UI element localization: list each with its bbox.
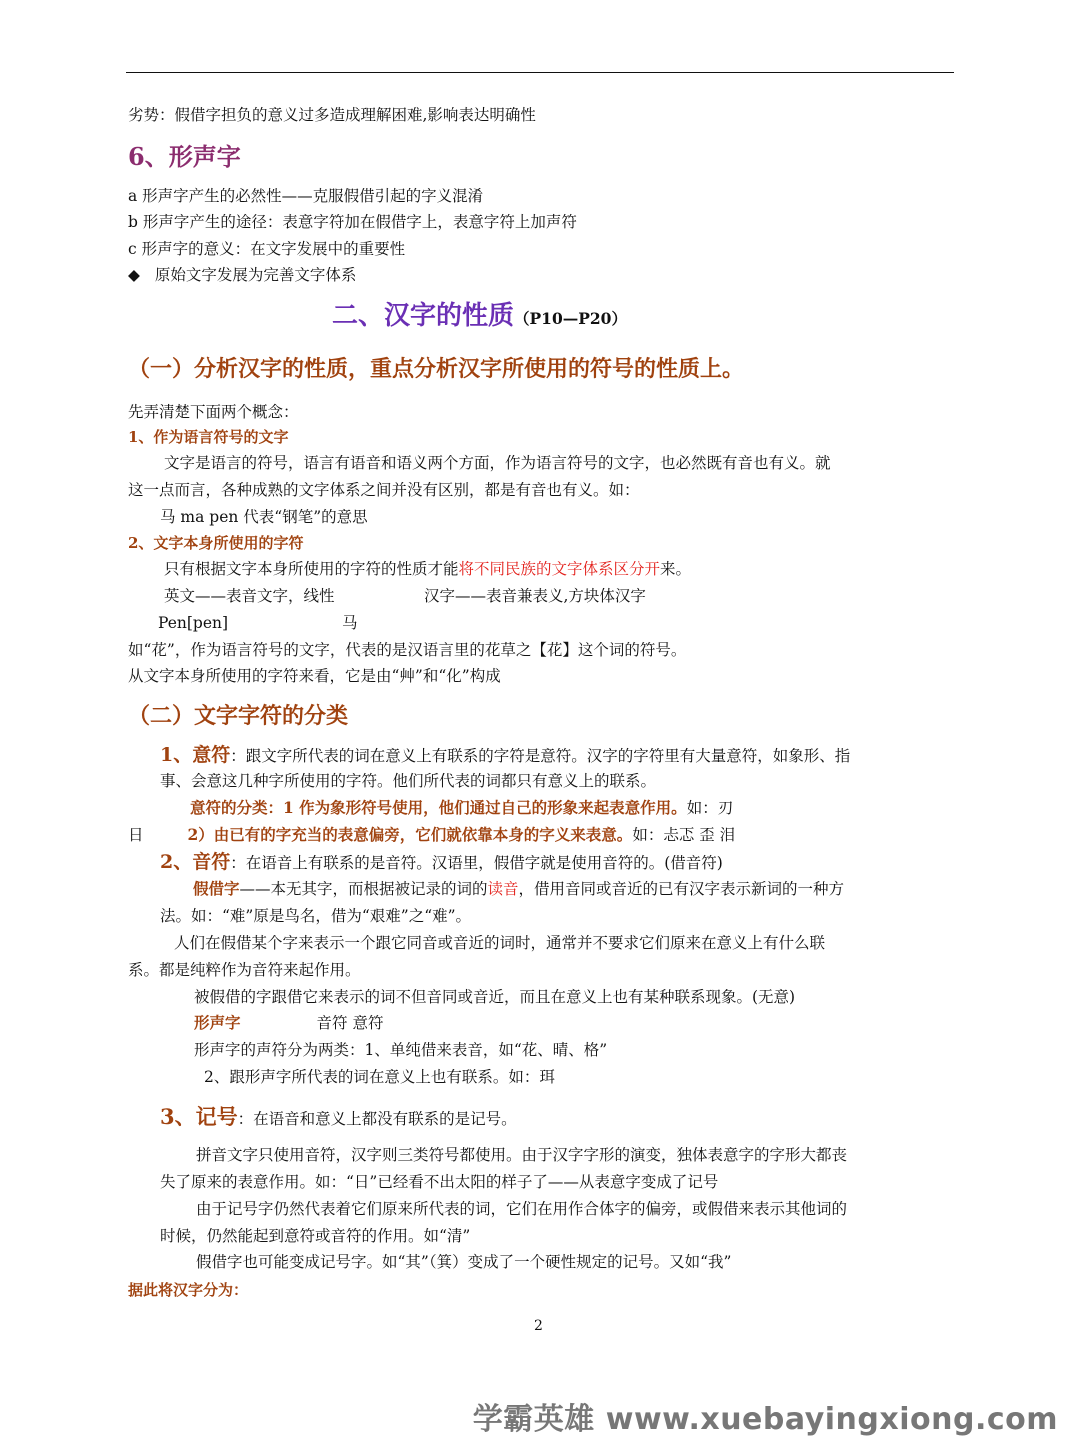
jiajie-highlight: 读音	[487, 880, 519, 898]
header-rule	[126, 72, 954, 73]
yifu-class-b-lead: 日	[128, 826, 144, 844]
paragraph-1c: 马 ma pen 代表“钢笔”的意思	[160, 508, 368, 526]
yifu-text: ：跟文字所代表的词在意义上有联系的字符是意符。汉字的字符里有大量意符，如象形、指	[230, 747, 851, 765]
chapter-heading-text: 二、汉字的性质	[332, 301, 515, 331]
yinfu-heading: 2、音符	[160, 851, 231, 873]
jiajie-line-2: 法。如：“难”原是鸟名，借为“艰难”之“难”。	[160, 907, 472, 925]
jihao-heading: 3、记号	[160, 1104, 238, 1129]
jihao-text: ：在语音和意义上都没有联系的是记号。	[237, 1110, 517, 1128]
list-item-a: a 形声字产生的必然性——克服假借引起的字义混淆	[128, 187, 484, 205]
paragraph-3b: 系。都是纯粹作为音符来起作用。	[128, 961, 361, 979]
paragraph-2c-right: 马	[342, 614, 358, 632]
xingsheng-line	[194, 1014, 383, 1033]
yifu-class-b	[128, 826, 735, 845]
yifu-class-b-example: 如：忐忑 歪 泪	[632, 826, 736, 844]
yifu-heading: 1、意符	[160, 744, 231, 766]
section-heading-6: 6、形声字	[128, 142, 241, 171]
yifu-class-a-example: 如：刃	[686, 799, 734, 817]
jihao-line	[160, 1104, 517, 1129]
paragraph-4c: 由于记号字仍然代表着它们原来所代表的词，它们在用作合体字的偏旁，或假借来表示其他词的	[196, 1200, 848, 1218]
watermark: 学霸英雄 www.xuebayingxiong.com	[472, 1402, 1058, 1437]
chapter-heading	[332, 301, 627, 332]
jiajie-text-1: ——本无其字，而根据被记录的词的	[239, 880, 488, 898]
paragraph-2e: 从文字本身所使用的字符来看，它是由“艸”和“化”构成	[128, 667, 501, 685]
paragraph-2a-highlight: 将不同民族的文字体系区分开	[458, 560, 661, 578]
paragraph-4f: 据此将汉字分为：	[128, 1281, 249, 1299]
diamond-bullet-icon: ◆	[128, 266, 140, 284]
subheading-one: （一）分析汉字的性质，重点分析汉字所使用的符号的性质上。	[128, 356, 745, 382]
chapter-heading-pages: （P10—P20）	[514, 309, 627, 328]
yifu-line-2: 事、会意这几种字所使用的字符。他们所代表的词都只有意义上的联系。	[160, 772, 657, 790]
paragraph-disadvantage: 劣势：假借字担负的意义过多造成理解困难,影响表达明确性	[128, 106, 536, 124]
yifu-class-a	[190, 799, 733, 818]
list-item-d-text: 原始文字发展为完善文字体系	[154, 266, 357, 284]
list-item-b: b 形声字产生的途径：表意字符加在假借字上，表意字符上加声符	[128, 213, 577, 231]
jiajie-line-1	[193, 880, 844, 899]
xingsheng-class-2: 2、跟形声字所代表的词在意义上也有联系。如：珥	[204, 1068, 555, 1086]
paragraph-2b-left: 英文——表音文字，线性	[164, 587, 335, 605]
paragraph-4d: 时候，仍然能起到意符或音符的作用。如“清”	[160, 1227, 471, 1245]
xingsheng-class-1: 形声字的声符分为两类：1、单纯借来表音，如“花、晴、格”	[194, 1041, 608, 1059]
paragraph-2c-left: Pen[pen]	[158, 614, 229, 632]
jiajie-text-2: ，借用音同或音近的已有汉字表示新词的一种方	[518, 880, 845, 898]
paragraph-2a	[164, 560, 691, 579]
yifu-line-1	[160, 744, 850, 767]
yifu-class-a-text: 意符的分类：1 作为象形符号使用，他们通过自己的形象来起表意作用。	[190, 798, 687, 817]
paragraph-1a: 文字是语言的符号，语言有语音和语义两个方面，作为语言符号的文字，也必然既有音也有义。就	[164, 454, 831, 472]
yinfu-text: ：在语音上有联系的是音符。汉语里，假借字就是使用音符的。(借音符)	[230, 854, 723, 872]
yinfu-line	[160, 851, 723, 874]
subheading-two: （二）文字字符的分类	[128, 703, 349, 729]
paragraph-intro: 先弄清楚下面两个概念：	[128, 403, 299, 421]
xingsheng-heading: 形声字	[194, 1013, 241, 1032]
paragraph-1b: 这一点而言，各种成熟的文字体系之间并没有区别，都是有音也有义。如：	[128, 481, 640, 499]
jiajie-heading: 假借字	[193, 879, 240, 898]
concept-1-title: 1、作为语言符号的文字	[128, 428, 289, 446]
paragraph-4a: 拼音文字只使用音符，汉字则三类符号都使用。由于汉字字形的演变，独体表意字的字形大都丧	[196, 1146, 848, 1164]
paragraph-4e: 假借字也可能变成记号字。如“其”（箕）变成了一个硬性规定的记号。又如“我”	[196, 1253, 732, 1271]
xingsheng-parts: 音符 意符	[316, 1014, 384, 1032]
list-item-d	[128, 266, 356, 285]
paragraph-2a-post: 来。	[660, 560, 692, 578]
concept-2-title: 2、文字本身所使用的字符	[128, 534, 304, 552]
page-number: 2	[534, 1318, 543, 1334]
paragraph-2a-pre: 只有根据文字本身所使用的字符的性质才能	[164, 560, 459, 578]
yifu-class-b-text: 2）由已有的字充当的表意偏旁，它们就依靠本身的字义来表意。	[187, 825, 633, 844]
paragraph-3c: 被假借的字跟借它来表示的词不但音同或音近，而且在意义上也有某种联系现象。(无意)	[194, 988, 796, 1006]
paragraph-3a: 人们在假借某个字来表示一个跟它同音或音近的词时，通常并不要求它们原来在意义上有什么联	[174, 934, 826, 952]
paragraph-4b: 失了原来的表意作用。如：“日”已经看不出太阳的样子了——从表意字变成了记号	[160, 1173, 719, 1191]
paragraph-2b-right: 汉字——表音兼表义,方块体汉字	[424, 587, 646, 605]
list-item-c: c 形声字的意义：在文字发展中的重要性	[128, 240, 406, 258]
paragraph-2d: 如“花”，作为语言符号的文字，代表的是汉语言里的花草之【花】这个词的符号。	[128, 641, 687, 659]
